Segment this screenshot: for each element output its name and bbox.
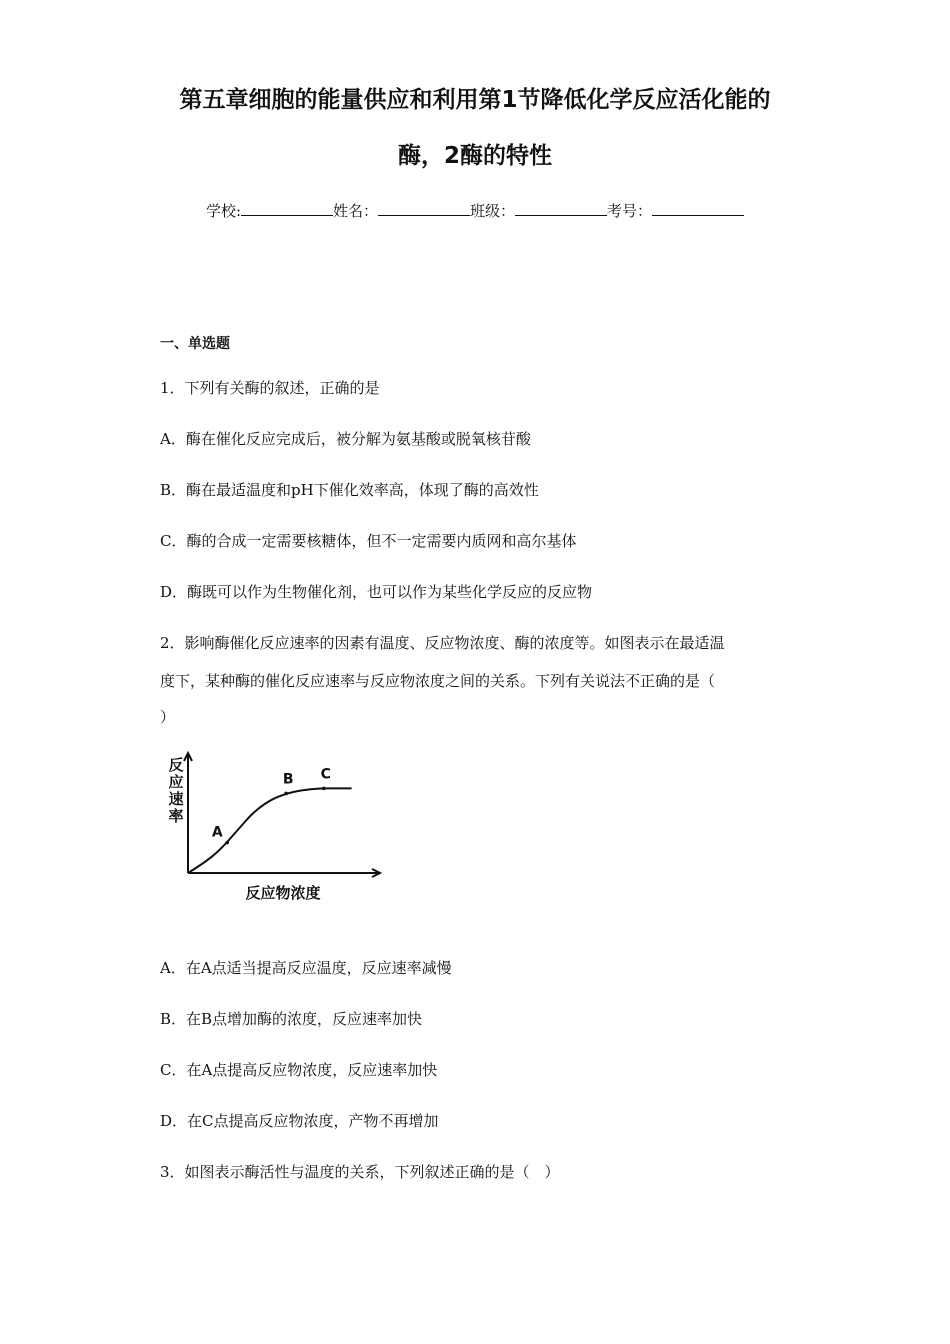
name-blank	[378, 201, 470, 216]
question-1-option-b: B．酶在最适温度和pH下催化效率高，体现了酶的高效性	[160, 481, 539, 499]
reaction-rate-chart	[160, 748, 390, 908]
question-1-option-c: C．酶的合成一定需要核糖体，但不一定需要内质网和高尔基体	[160, 532, 577, 550]
question-2-option-a: A．在A点适当提高反应温度，反应速率减慢	[160, 959, 452, 977]
question-2-option-c: C．在A点提高反应物浓度，反应速率加快	[160, 1061, 438, 1079]
y-axis-label-char: 反	[168, 756, 184, 774]
question-2-stem-line-1: 2．影响酶催化反应速率的因素有温度、反应物浓度、酶的浓度等。如图表示在最适温	[160, 634, 725, 652]
y-axis-label-char: 速	[168, 790, 184, 808]
point-c-marker	[322, 787, 326, 791]
point-c-label: C	[320, 766, 331, 783]
point-b-marker	[284, 792, 288, 796]
number-blank	[652, 201, 744, 216]
question-1-option-a: A．酶在催化反应完成后，被分解为氨基酸或脱氧核苷酸	[160, 430, 531, 448]
number-label: 考号：	[607, 202, 653, 220]
class-blank	[515, 201, 607, 216]
question-2-stem-line-3: ）	[160, 708, 176, 726]
school-blank	[241, 201, 333, 216]
question-2-option-d: D．在C点提高反应物浓度，产物不再增加	[160, 1112, 439, 1130]
point-a-marker	[225, 841, 229, 845]
question-2-stem-line-2: 度下，某种酶的催化反应速率与反应物浓度之间的关系。下列有关说法不正确的是（	[160, 672, 716, 690]
point-b-label: B	[282, 771, 294, 788]
question-2-option-b: B．在B点增加酶的浓度，反应速率加快	[160, 1010, 423, 1028]
question-1-stem: 1．下列有关酶的叙述，正确的是	[160, 379, 380, 397]
y-axis-label-char: 应	[168, 773, 184, 791]
page-title-line-2: 酶，2酶的特性	[397, 143, 552, 169]
school-label: 学校:	[205, 202, 241, 220]
class-label: 班级：	[470, 202, 516, 220]
x-axis	[188, 869, 380, 877]
chart-points	[212, 766, 331, 844]
page-title-line-1: 第五章细胞的能量供应和利用第1节降低化学反应活化能的	[179, 87, 771, 113]
question-3-stem: 3．如图表示酶活性与温度的关系，下列叙述正确的是（ ）	[160, 1163, 560, 1181]
section-heading: 一、单选题	[160, 336, 230, 352]
y-axis	[184, 753, 192, 873]
y-axis-label-char: 率	[168, 807, 184, 825]
student-info-line	[0, 200, 950, 222]
question-1-option-d: D．酶既可以作为生物催化剂，也可以作为某些化学反应的反应物	[160, 583, 593, 601]
chart-y-axis-label	[168, 756, 183, 825]
chart-x-axis-label: 反应物浓度	[245, 884, 321, 902]
name-label: 姓名：	[333, 202, 379, 220]
point-a-label: A	[211, 824, 223, 841]
